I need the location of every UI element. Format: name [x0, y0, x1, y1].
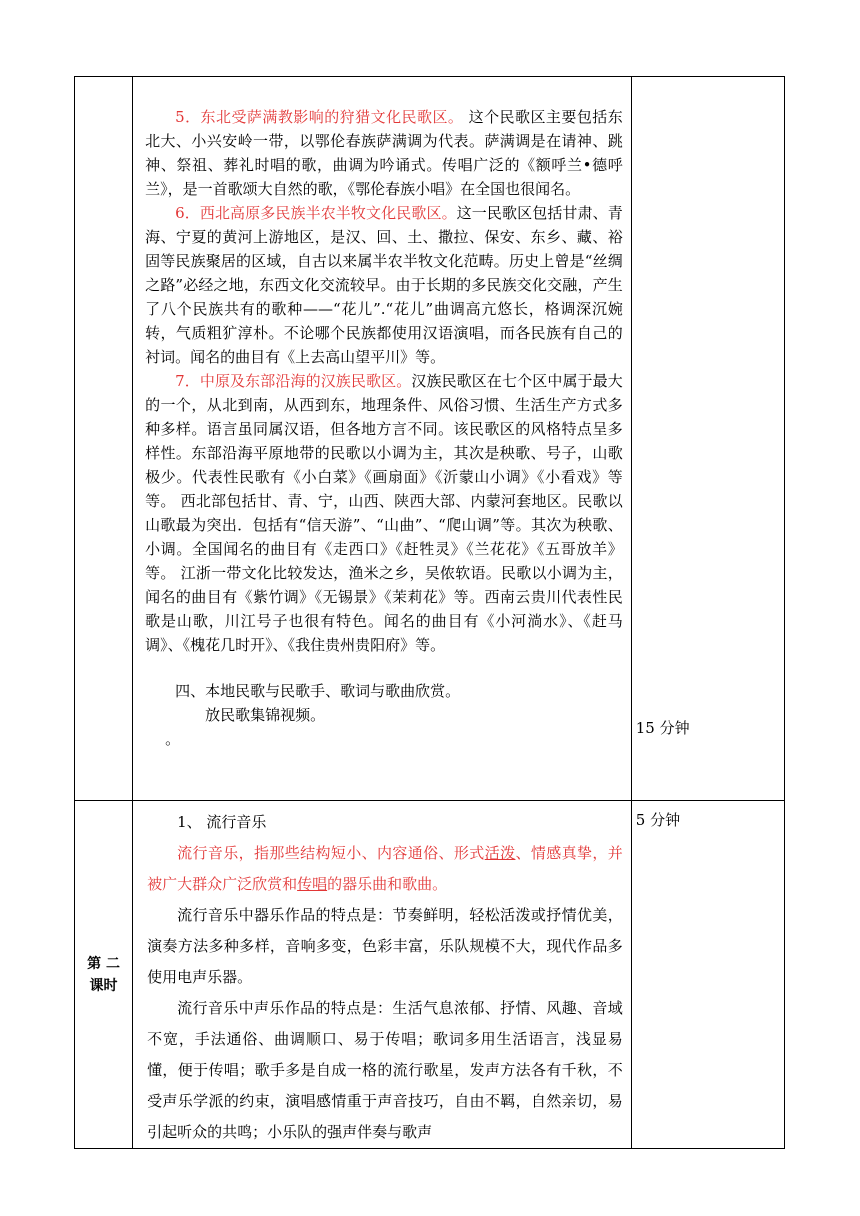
vocal-features: 流行音乐中声乐作品的特点是：生活气息浓郁、抒情、风趣、音域不宽，手法通俗、曲调顺口、易于传唱；歌词多用生活语言，浅显易懂，便于传唱；歌手多是自成一格的流行歌星，发声方法各有千秋，不受声乐学派的约束，演唱感情重于声音技巧，自由不羁，自然亲切，易引起听众的共鸣；小乐队的强声伴奏与歌声	[147, 999, 623, 1141]
lesson-label-cell	[75, 801, 133, 1149]
instrumental-features: 流行音乐中器乐作品的特点是：节奏鲜明，轻松活泼或抒情优美，演奏方法多种多样，音响多变，色彩丰富，乐队规模不大，现代作品多使用电声乐器。	[147, 906, 623, 986]
region-7-heading: 7．中原及东部沿海的汉族民歌区。	[175, 372, 412, 390]
pop-music-heading: 1、 流行音乐	[177, 813, 267, 831]
region-7-body: 汉族民歌区在七个区中属于最大的一个，从北到南，从西到东，地理条件、风俗习惯、生活生产方式多种多样。语言虽同属汉语，但各地方言不同。该民歌区的风格特点呈多样性。东部沿海平原地带的民歌以小调为主，其次是秧歌、号子，山歌极少。代表性民歌有《小白菜》《画扇面》《沂蒙山小调》《小看戏》等等。 西北部包括甘、青、宁，山西、陕西大部、内蒙河套地区。民歌以山歌最为突出．包括有“信天游”、“山曲”、“爬山调”等。其次为秧歌、小调。全国闻名的曲目有《走西口》《赶牲灵》《兰花花》《五哥放羊》等。 江浙一带文化比较发达，渔米之乡，吴侬软语。民歌以小调为主，闻名的曲目有《紫竹调》《无锡景》《茉莉花》等。西南云贵川代表性民歌是山歌，川江号子也很有特色。闻名的曲目有《小河淌水》、《赶马调》、《槐花几时开》、《我住贵州贵阳府》等。	[145, 372, 623, 654]
time-15-min: 15 分钟	[635, 719, 690, 737]
lesson-label-line1: 第 二	[87, 955, 120, 972]
definition-part-a: 流行音乐，指那些结构短小、内容通俗、形式	[177, 844, 485, 862]
content-cell-folk-regions	[133, 77, 632, 801]
definition-part-c: 、情感真挚，并被广大群众广泛欣赏和	[147, 844, 623, 893]
region-6-body: 这一民歌区包括甘肃、青海、宁夏的黄河上游地区，是汉、回、土、撒拉、保安、东乡、藏、裕固等民族聚居的区域，自古以来属半农半牧文化范畴。历史上曾是“丝绸之路”必经之地，东西文化交流较早。由于长期的多民族交化交融，产生了八个民族共有的歌种——“花儿”.“花儿”曲调高亢悠长，格调深沉婉转，气质粗犷淳朴。不论哪个民族都使用汉语演唱，而各民族有自己的衬词。闻名的曲目有《上去高山望平川》等。	[145, 204, 623, 366]
pop-music-definition	[147, 838, 623, 900]
paragraph-region-7	[145, 369, 623, 657]
lesson-plan-table	[74, 76, 785, 1149]
item-4: 四、本地民歌与民歌手、歌词与歌曲欣赏。	[175, 682, 461, 700]
content-cell-pop-music	[133, 801, 632, 1149]
time-cell-2	[631, 801, 784, 1149]
region-6-heading: 6．西北高原多民族半农半牧文化民歌区。	[175, 204, 457, 222]
region-5-heading: 5．东北受萨满教影响的狩猎文化民歌区。	[175, 108, 464, 126]
paragraph-region-6	[145, 201, 623, 369]
definition-part-d: 传唱	[297, 875, 328, 893]
item-4-dot: 。	[165, 730, 181, 748]
definition-part-b: 活泼	[484, 844, 516, 862]
time-5-min: 5 分钟	[635, 811, 681, 829]
paragraph-region-5	[145, 105, 623, 201]
definition-part-e: 的器乐曲和歌曲。	[327, 875, 448, 893]
item-4-sub: 放民歌集锦视频。	[205, 706, 326, 724]
lesson-label-cell-empty	[75, 77, 133, 801]
region-5-body: 这个民歌区主要包括东北大、小兴安岭一带，以鄂伦春族萨满调为代表。萨满调是在请神、跳神、祭祖、葬礼时唱的歌，曲调为吟诵式。传唱广泛的《额呼兰•德呼兰》，是一首歌颂大自然的歌，《鄂伦春族小唱》在全国也很闻名。	[145, 108, 623, 198]
lesson-label-line2: 课时	[89, 977, 118, 994]
time-cell-1	[631, 77, 784, 801]
